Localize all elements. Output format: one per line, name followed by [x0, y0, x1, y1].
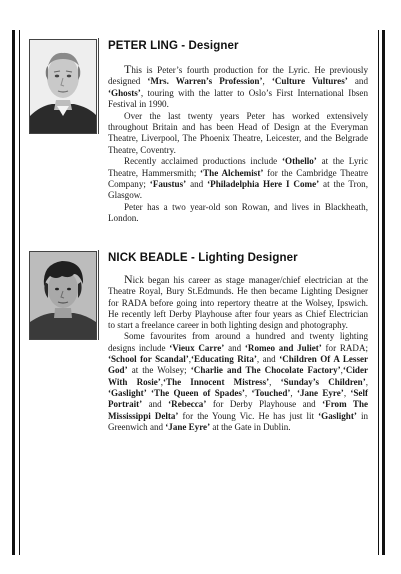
bio-text: his is Peter’s fourth production for the Lyric. He previously designed	[108, 65, 368, 87]
production-title: ‘Sunday’s Children’	[280, 376, 366, 387]
bio-text: at the Tron, Glasgow.	[108, 179, 368, 201]
drop-cap: N	[124, 272, 133, 286]
right-border-thin	[378, 30, 379, 555]
bio-text: ick began his career as stage manager/chief electrician at the Theatre Royal, Bury St.Edmunds. He then became Lighting Designer for RADA before going into repertory theatre at the Wolsey, Ipswich. He recently left Derby Playhouse after four years as Chief Electrician to start a freelance career in both lighting design and photography.	[108, 275, 368, 331]
nick-beadle-photo	[29, 251, 97, 340]
bio-text: ,	[365, 376, 368, 387]
bio-text: at the Gate in Dublin.	[210, 421, 291, 432]
photo-divider	[98, 250, 99, 340]
bio-text: in Greenwich and	[108, 410, 368, 432]
production-title: ‘Charlie and The Chocolate Factory’	[190, 365, 341, 376]
bio-text: for the Cambridge Theatre Company;	[108, 167, 368, 190]
bio-paragraph	[108, 202, 368, 225]
bio-text: ,	[340, 365, 343, 376]
designer-heading: PETER LING - Designer	[108, 40, 239, 52]
bio-text: , and	[256, 354, 280, 365]
bio-text: and	[186, 179, 208, 190]
bio-text: Some favourites from around a hundred and twenty lighting designs include	[108, 331, 368, 353]
lighting-designer-bio	[108, 274, 368, 433]
production-title: ‘Rebecca’	[168, 399, 207, 410]
bio-text: ,	[244, 387, 252, 398]
bio-text: at the Wolsey;	[127, 365, 191, 376]
bio-text: ,	[262, 76, 272, 87]
production-title: ‘Mrs. Warren’s Profession’	[147, 76, 263, 87]
bio-text: for the Young Vic. He has just lit	[178, 410, 319, 421]
production-title: ‘Philadelphia Here I Come’	[207, 179, 320, 190]
peter-ling-photo	[29, 39, 97, 134]
bio-text: ,	[343, 387, 351, 398]
bio-text: Peter has a two year-old son Rowan, and lives in Blackheath, London.	[108, 201, 368, 224]
bio-text: ,	[290, 387, 297, 398]
bio-text: and	[224, 342, 245, 353]
portrait-illustration	[30, 40, 96, 133]
production-title: ‘Ghosts’	[108, 87, 141, 98]
lighting-designer-heading: NICK BEADLE - Lighting Designer	[108, 252, 298, 264]
production-title: ‘Touched’	[251, 387, 291, 398]
production-title: ‘Vieux Carre’	[169, 342, 225, 353]
bio-text: ,	[160, 376, 164, 387]
production-title: ‘Romeo and Juliet’	[244, 342, 322, 353]
photo-divider	[98, 38, 99, 134]
production-title: ‘School for Scandal’	[108, 354, 189, 365]
drop-cap: T	[124, 62, 132, 76]
bio-text: Over the last twenty years Peter has worked extensively throughout Britain and has been Head of Design at the Everyman Theatre, Liverpool, The Phoenix Theatre, Leicester, and the Belgrade Theatre, Coventry.	[108, 110, 368, 155]
bio-text: for Derby Playhouse and	[206, 399, 323, 410]
production-title: ‘The Queen of Spades’	[151, 387, 245, 398]
bio-text: and	[142, 399, 169, 410]
left-border-thin	[19, 30, 20, 555]
portrait-illustration	[30, 252, 96, 339]
production-title: ‘Cider With Rosie’	[108, 365, 368, 387]
bio-text: Recently acclaimed productions include	[124, 156, 282, 167]
production-title: ‘Gaslight’	[318, 410, 357, 421]
left-border-thick	[12, 30, 15, 555]
bio-paragraph	[108, 64, 368, 111]
production-title: ‘The Innocent Mistress’	[163, 376, 270, 387]
right-border-thick	[382, 30, 385, 555]
production-title: ‘Gaslight’	[108, 387, 147, 398]
bio-text: , touring with the latter to Oslo’s First International Ibsen Festival in 1990.	[108, 87, 368, 110]
designer-bio	[108, 64, 368, 225]
production-title: ‘Jane Eyre’	[296, 387, 344, 398]
bio-text: ,	[188, 354, 192, 365]
production-title: ‘Faustus’	[149, 179, 187, 190]
bio-paragraph	[108, 156, 368, 202]
bio-text: ,	[269, 376, 281, 387]
production-title: ‘Culture Vultures’	[271, 76, 348, 87]
production-title: ‘Self Portrait’	[108, 387, 368, 410]
production-title: ‘Children Of A Lesser God’	[108, 354, 368, 376]
production-title: ‘Educating Rita’	[191, 354, 257, 365]
production-title: ‘Othello’	[281, 156, 317, 167]
bio-paragraph	[108, 274, 368, 331]
production-title: ‘The Alchemist’	[200, 167, 264, 178]
production-title: ‘From The Mississippi Delta’	[108, 399, 368, 421]
bio-paragraph	[108, 331, 368, 433]
bio-text: and	[347, 76, 368, 87]
bio-text: at the Lyric Theatre, Hammersmith;	[108, 156, 368, 178]
bio-text: for RADA;	[321, 342, 368, 353]
bio-paragraph	[108, 111, 368, 157]
production-title: ‘Jane Eyre’	[165, 421, 211, 432]
